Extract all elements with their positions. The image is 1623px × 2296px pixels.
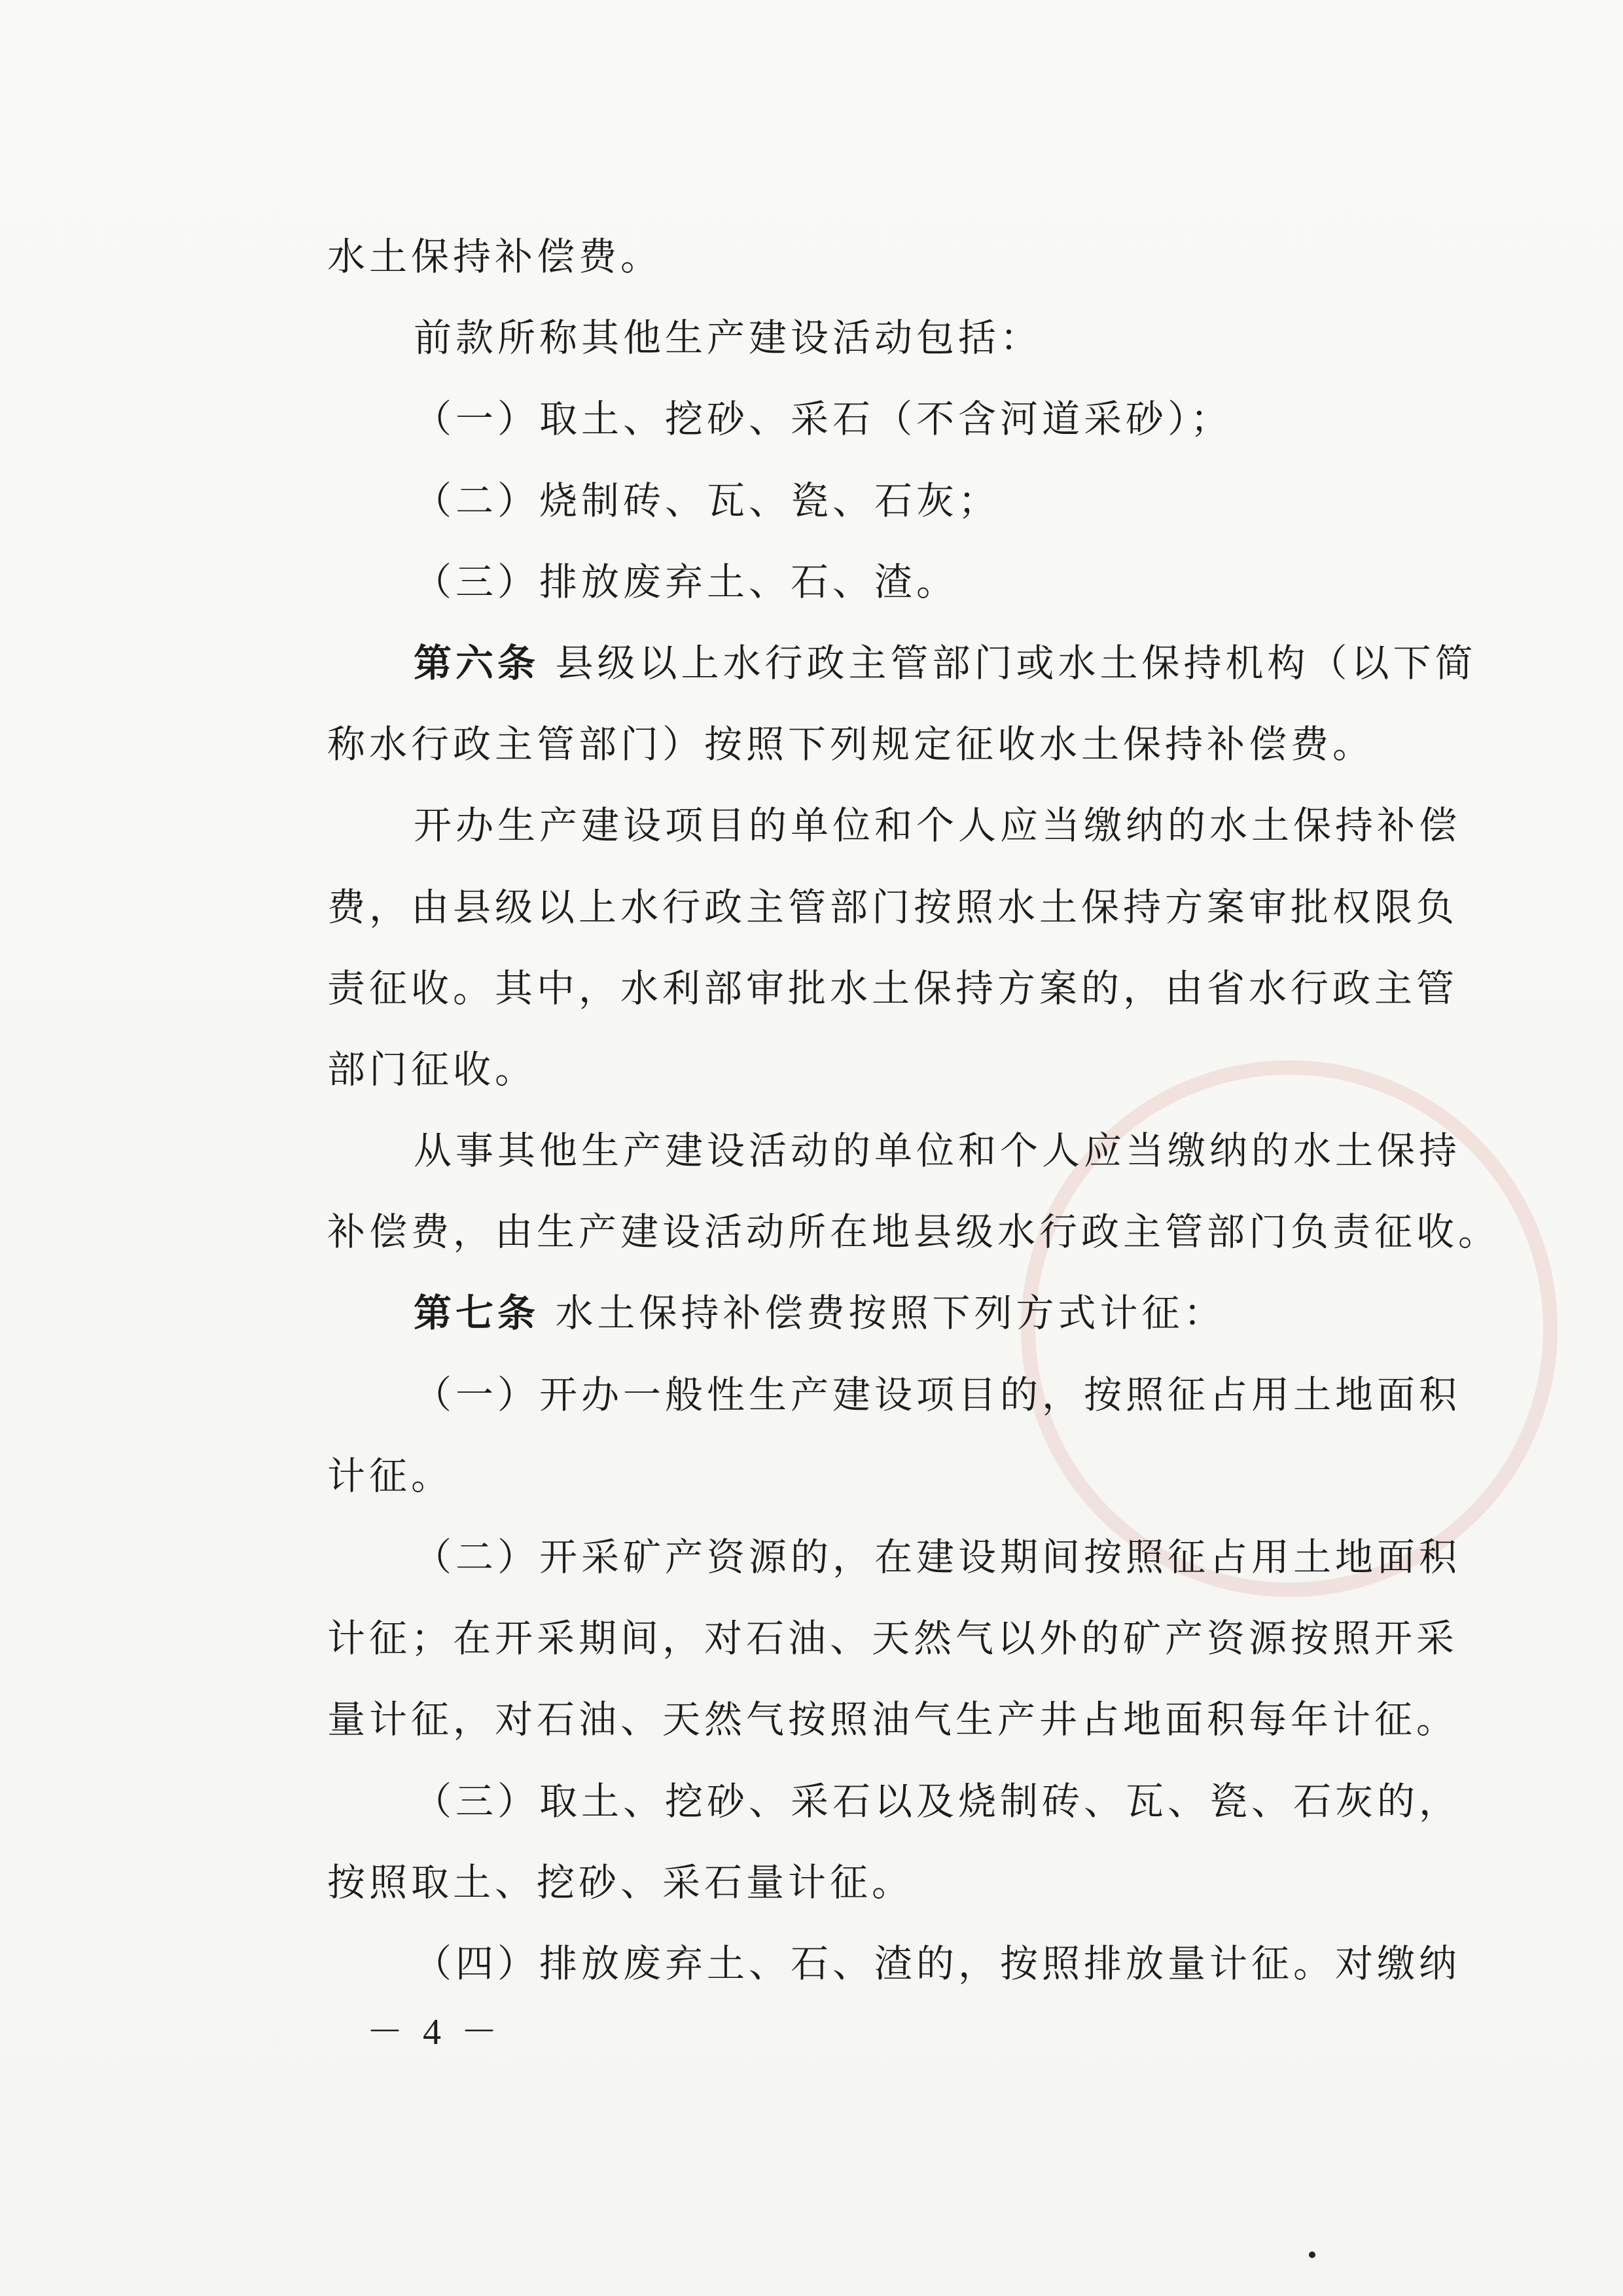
text-line: 开办生产建设项目的单位和个人应当缴纳的水土保持补偿	[414, 803, 1461, 848]
text-line: 计征。	[327, 1453, 454, 1498]
body-text	[327, 216, 1505, 2004]
article-text: 县级以上水行政主管部门或水土保持机构（以下简	[555, 640, 1477, 685]
text-line: 按照取土、挖砂、采石量计征。	[327, 1859, 914, 1905]
list-item: （二）烧制砖、瓦、瓷、石灰；	[414, 478, 1001, 523]
text-line: 量计征，对石油、天然气按照油气生产井占地面积每年计征。	[327, 1697, 1459, 1742]
page-number: － 4 －	[366, 2012, 503, 2053]
text-line: 部门征收。	[327, 1047, 537, 1092]
list-item: （三）排放废弃土、石、渣。	[414, 559, 959, 604]
list-item: （一）开办一般性生产建设项目的，按照征占用土地面积	[414, 1372, 1461, 1417]
text-line: 水土保持补偿费。	[327, 234, 663, 279]
text-line: 费，由县级以上水行政主管部门按照水土保持方案审批权限负	[327, 884, 1459, 929]
text-line: 计征；在开采期间，对石油、天然气以外的矿产资源按照开采	[327, 1616, 1459, 1661]
text-line: 称水行政主管部门）按照下列规定征收水土保持补偿费。	[327, 722, 1375, 767]
article-heading: 第六条	[414, 640, 540, 685]
scan-speck	[1309, 2251, 1315, 2258]
article-text: 水土保持补偿费按照下列方式计征：	[555, 1291, 1226, 1336]
list-item: （二）开采矿产资源的，在建设期间按照征占用土地面积	[414, 1535, 1461, 1579]
text-line: 补偿费，由生产建设活动所在地县级水行政主管部门负责征收。	[327, 1210, 1501, 1255]
article-heading: 第七条	[414, 1291, 540, 1336]
article-7-line	[327, 1272, 1505, 1354]
article-6-line	[327, 622, 1505, 704]
list-item: （四）排放废弃土、石、渣的，按照排放量计征。对缴纳	[414, 1941, 1461, 1986]
text-line: 前款所称其他生产建设活动包括：	[414, 315, 1043, 361]
list-item: （一）取土、挖砂、采石（不含河道采砂）；	[414, 397, 1233, 442]
list-item: （三）取土、挖砂、采石以及烧制砖、瓦、瓷、石灰的，	[414, 1778, 1461, 1823]
text-line: 从事其他生产建设活动的单位和个人应当缴纳的水土保持	[414, 1128, 1461, 1174]
text-line: 责征收。其中，水利部审批水土保持方案的，由省水行政主管	[327, 965, 1459, 1011]
